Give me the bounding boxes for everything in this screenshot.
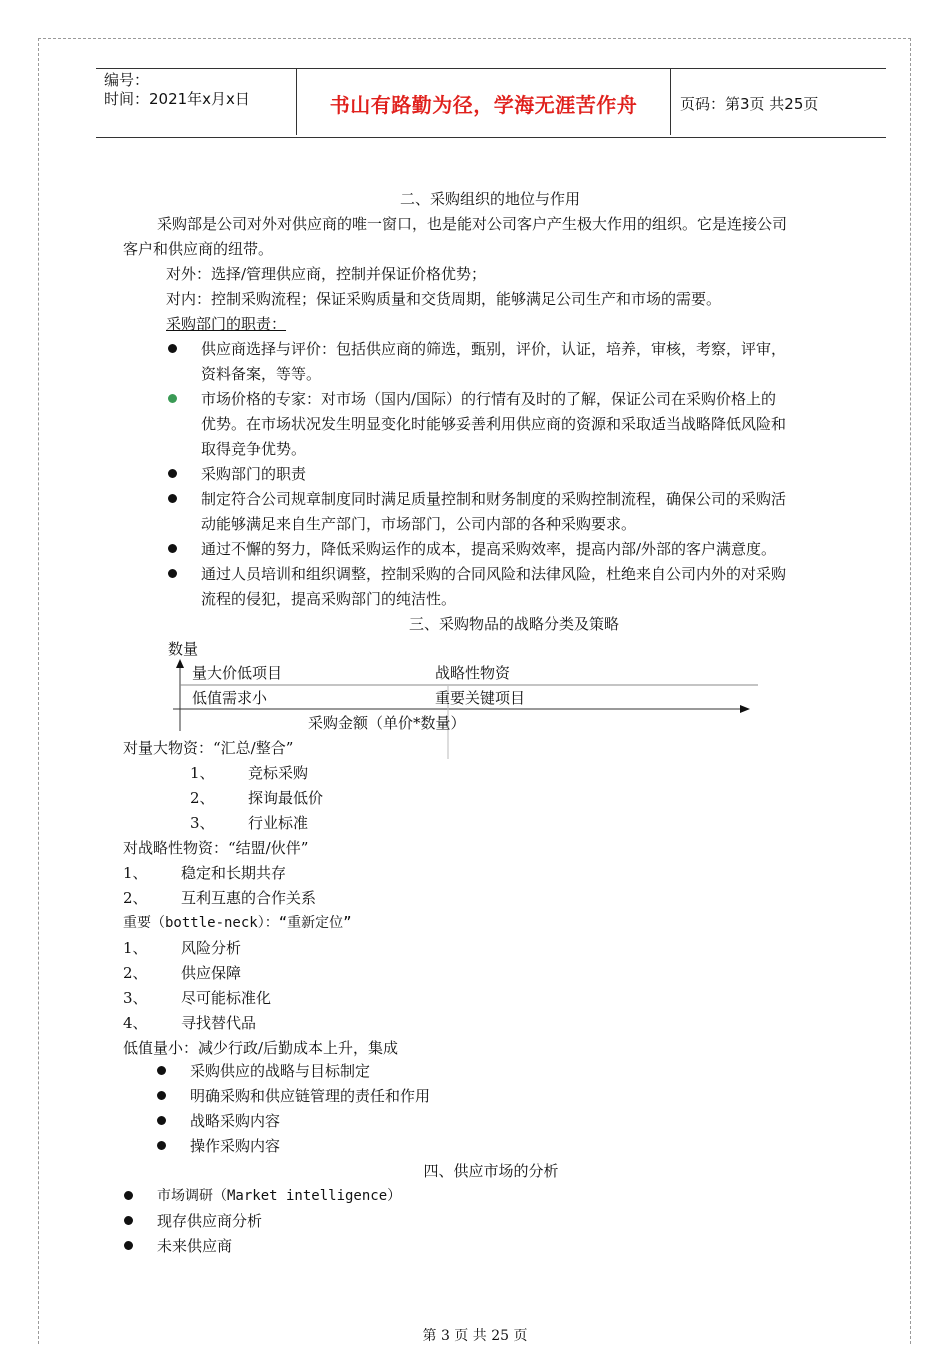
bullet-icon: [124, 1241, 133, 1250]
list-number: 2、: [190, 789, 215, 807]
matrix-bottom-left: 低值需求小: [192, 689, 268, 707]
list-item: 行业标准: [248, 814, 309, 832]
list-item: 竞标采购: [248, 764, 309, 782]
internal-role: 对内：控制采购流程；保证采购质量和交货周期，能够满足公司生产和市场的需要。: [166, 290, 722, 308]
list-number: 1、: [190, 764, 215, 782]
matrix-bottom-right: 重要关键项目: [435, 689, 526, 707]
bullet-icon: [124, 1191, 133, 1200]
list-item: 供应保障: [181, 964, 242, 982]
header-motto: 书山有路勤为径，学海无涯苦作舟: [329, 93, 638, 117]
list-item: 通过人员培训和组织调整，控制采购的合同风险和法律风险，杜绝来自公司内外的对采购: [201, 565, 787, 583]
matrix-y-label: 数量: [168, 640, 199, 658]
list-number: 4、: [123, 1014, 148, 1032]
list-item: 寻找替代品: [181, 1014, 257, 1032]
section-title: 二、采购组织的地位与作用: [399, 190, 580, 208]
list-item: 尽可能标准化: [181, 989, 272, 1007]
matrix-top-right: 战略性物资: [435, 664, 511, 682]
list-item: 未来供应商: [157, 1237, 233, 1255]
list-number: 2、: [123, 964, 148, 982]
matrix-x-label: 采购金额（单价*数量）: [308, 714, 466, 732]
list-item: 流程的侵犯，提高采购部门的纯洁性。: [201, 590, 457, 608]
duties-heading: 采购部门的职责：: [166, 315, 287, 333]
subsection-heading: 重要（bottle-neck）：“重新定位”: [123, 915, 352, 931]
list-item: 资料备案，等等。: [201, 365, 322, 383]
list-number: 3、: [123, 989, 148, 1007]
list-item: 取得竞争优势。: [201, 440, 307, 458]
list-item: 风险分析: [181, 939, 242, 957]
list-item: 通过不懈的努力，降低采购运作的成本，提高采购效率，提高内部/外部的客户满意度。: [201, 540, 777, 558]
list-item: 采购供应的战略与目标制定: [190, 1062, 371, 1080]
list-item: 采购部门的职责: [201, 465, 307, 483]
external-role: 对外：选择/管理供应商，控制并保证价格优势；: [166, 265, 487, 283]
list-item: 市场调研（Market intelligence）: [157, 1188, 402, 1204]
list-item: 优势。在市场状况发生明显变化时能够妥善利用供应商的资源和采取适当战略降低风险和: [201, 415, 787, 433]
paragraph-line: 采购部是公司对外对供应商的唯一窗口，也是能对公司客户产生极大作用的组织。它是连接公司: [157, 215, 788, 233]
bullet-icon: [124, 1216, 133, 1225]
list-item: 探询最低价: [248, 789, 324, 807]
list-item: 稳定和长期共存: [181, 864, 287, 882]
header-page-label: 页码：第3页 共25页: [680, 95, 819, 113]
list-item: 动能够满足来自生产部门，市场部门，公司内部的各种采购要求。: [201, 515, 637, 533]
matrix-top-left: 量大价低项目: [192, 664, 283, 682]
time-label: 时间：2021年x月x日: [104, 90, 250, 108]
list-item: 明确采购和供应链管理的责任和作用: [190, 1087, 431, 1105]
page-footer: 第 3 页 共 25 页: [422, 1328, 528, 1344]
list-item: 互利互惠的合作关系: [181, 889, 317, 907]
bullet-icon: [157, 1141, 166, 1150]
section-title: 三、采购物品的战略分类及策略: [408, 615, 619, 633]
list-item: 市场价格的专家：对市场（国内/国际）的行情有及时的了解，保证公司在采购价格上的: [201, 390, 777, 408]
list-number: 3、: [190, 814, 215, 832]
list-item: 供应商选择与评价：包括供应商的筛选，甄别，评价，认证，培养，审核，考察，评审，: [201, 340, 787, 358]
list-number: 1、: [123, 939, 148, 957]
list-number: 1、: [123, 864, 148, 882]
subsection-heading: 低值量小：减少行政/后勤成本上升，集成: [123, 1039, 399, 1057]
paragraph-line: 客户和供应商的纽带。: [123, 240, 274, 258]
serial-label: 编号：: [104, 71, 150, 89]
section-title: 四、供应市场的分析: [423, 1162, 559, 1180]
bullet-icon: [157, 1116, 166, 1125]
list-item: 制定符合公司规章制度同时满足质量控制和财务制度的采购控制流程，确保公司的采购活: [201, 490, 787, 508]
list-number: 2、: [123, 889, 148, 907]
subsection-heading: 对战略性物资：“结盟/伙伴”: [123, 839, 309, 857]
list-item: 操作采购内容: [190, 1137, 281, 1155]
list-item: 战略采购内容: [190, 1112, 281, 1130]
list-item: 现存供应商分析: [157, 1212, 263, 1230]
bullet-icon: [157, 1066, 166, 1075]
bullet-icon: [157, 1091, 166, 1100]
subsection-heading: 对量大物资：“汇总/整合”: [123, 739, 294, 757]
